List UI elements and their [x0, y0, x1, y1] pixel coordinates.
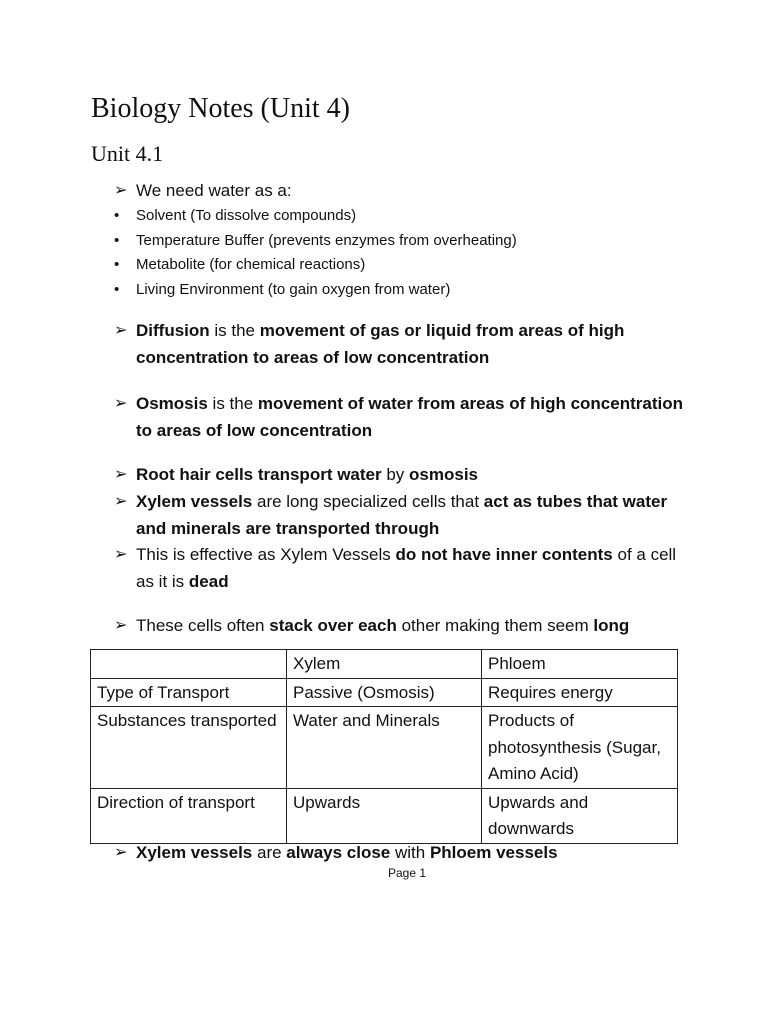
table-cell: Water and Minerals: [287, 707, 482, 789]
table-cell: Type of Transport: [91, 678, 287, 707]
osmosis-definition: ➢ Osmosis is the movement of water from areas of high concentration to areas of low concentration: [114, 391, 684, 444]
table-cell: Upwards and downwards: [482, 788, 678, 843]
page-number: Page 1: [387, 866, 427, 880]
stack-item: ➢ These cells often stack over each other making them seem long: [114, 613, 684, 640]
xylem-vessels-item: ➢ Xylem vessels are long specialized cells that act as tubes that water and minerals are transported through: [114, 489, 684, 542]
table-header-xylem: Xylem: [287, 650, 482, 679]
page-title: Biology Notes (Unit 4): [91, 93, 350, 124]
bullet-icon: •: [114, 256, 120, 273]
table-cell: Direction of transport: [91, 788, 287, 843]
water-uses-list: [114, 204, 674, 302]
table-cell: Requires energy: [482, 678, 678, 707]
bullet-icon: •: [114, 207, 120, 224]
arrow-bullet-icon: ➢: [114, 546, 128, 563]
table-cell: [91, 650, 287, 679]
xylem-effective-item: ➢ This is effective as Xylem Vessels do not have inner contents of a cell as it is dead: [114, 542, 684, 595]
arrow-bullet-icon: ➢: [114, 466, 128, 483]
section-heading: Unit 4.1: [91, 141, 164, 166]
arrow-bullet-icon: ➢: [114, 182, 128, 199]
list-item: • Solvent (To dissolve compounds): [114, 204, 674, 229]
arrow-bullet-icon: ➢: [114, 395, 128, 412]
table-cell: Passive (Osmosis): [287, 678, 482, 707]
table-row: [91, 788, 678, 843]
table-cell: Products of photosynthesis (Sugar, Amino Acid): [482, 707, 678, 789]
bullet-icon: •: [114, 280, 120, 298]
water-intro-text: We need water as a:: [136, 181, 292, 200]
bullet-icon: •: [114, 231, 120, 249]
arrow-bullet-icon: ➢: [114, 844, 128, 861]
table-row: [91, 678, 678, 707]
list-item: • Temperature Buffer (prevents enzymes from overheating): [114, 229, 674, 254]
root-hair-item: ➢ Root hair cells transport water by osmosis: [114, 462, 684, 489]
table-cell: Substances transported: [91, 707, 287, 789]
always-close-item: ➢ Xylem vessels are always close with Phloem vessels: [114, 840, 684, 867]
arrow-bullet-icon: ➢: [114, 493, 128, 510]
arrow-bullet-icon: ➢: [114, 322, 128, 339]
diffusion-definition: ➢ Diffusion is the movement of gas or liquid from areas of high concentration to areas of low concentration: [114, 318, 684, 371]
water-intro-item: [114, 178, 684, 205]
table-header-phloem: Phloem: [482, 650, 678, 679]
table-header-row: [91, 650, 678, 679]
list-item: • Living Environment (to gain oxygen from water): [114, 278, 674, 303]
table-cell: Upwards: [287, 788, 482, 843]
list-item: • Metabolite (for chemical reactions): [114, 253, 674, 278]
table-row: [91, 707, 678, 789]
xylem-phloem-table: [90, 649, 678, 844]
arrow-bullet-icon: ➢: [114, 617, 128, 634]
